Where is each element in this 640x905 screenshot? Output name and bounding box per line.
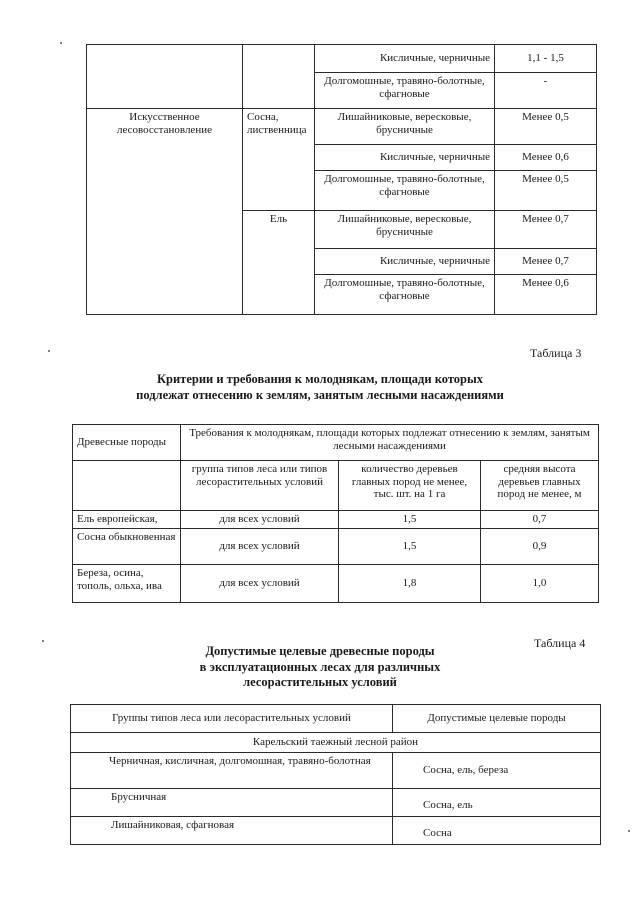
- table-row: [73, 529, 599, 565]
- count-cell: 1,5: [339, 511, 481, 529]
- forest-type-cell: Лишайниковые, вересковые, брусничные: [315, 109, 495, 145]
- species-cell: Сосна, ель, береза: [393, 753, 601, 789]
- value-cell: -: [495, 73, 597, 109]
- table-row: [87, 45, 597, 73]
- groups-header: Группы типов леса или лесорастительных условий: [71, 705, 393, 733]
- table3-title: [60, 372, 580, 403]
- empty-cell: [73, 461, 181, 511]
- scan-speck: [48, 350, 50, 352]
- table4-title-line: в эксплуатационных лесах для различных: [199, 659, 441, 674]
- group-header: группа типов леса или типов лесорастительных условий: [181, 461, 339, 511]
- table-row: [73, 565, 599, 603]
- table-row: [73, 511, 599, 529]
- forest-type-cell: Кисличные, черничные: [315, 249, 495, 275]
- table4-caption: Таблица 4: [534, 636, 586, 650]
- forest-type-cell: Кисличные, черничные: [315, 145, 495, 171]
- table-row: [71, 705, 601, 733]
- count-cell: 1,8: [339, 565, 481, 603]
- value-cell: Менее 0,5: [495, 171, 597, 211]
- method-cell: Искусственное лесовосстановление: [87, 109, 243, 315]
- group-cell: Брусничная: [71, 789, 393, 817]
- species-cell: Ель европейская,: [73, 511, 181, 529]
- value-cell: Менее 0,5: [495, 109, 597, 145]
- table-row: [71, 733, 601, 753]
- value-cell: 1,1 - 1,5: [495, 45, 597, 73]
- table4-title-line: Допустимые целевые древесные породы: [205, 644, 435, 658]
- table-row: [73, 461, 599, 511]
- empty-cell: [87, 45, 243, 109]
- species-header: Древесные породы: [73, 425, 181, 461]
- forest-type-cell: Долгомошные, травяно-болотные, сфагновые: [315, 73, 495, 109]
- table-row: [71, 753, 601, 789]
- species-cell: Береза, осина, тополь, ольха, ива: [73, 565, 181, 603]
- group-cell: для всех условий: [181, 529, 339, 565]
- forest-type-cell: Кисличные, черничные: [315, 45, 495, 73]
- table4-title-line: лесорастительных условий: [243, 675, 397, 690]
- requirements-header: Требования к молоднякам, площади которых подлежат отнесению к землям, занятым лесными насаждениями: [181, 425, 599, 461]
- forest-type-cell: Долгомошные, травяно-болотные, сфагновые: [315, 171, 495, 211]
- height-cell: 0,9: [481, 529, 599, 565]
- species-cell: Сосна обыкновенная: [73, 529, 181, 565]
- species-header: Допустимые целевые породы: [393, 705, 601, 733]
- group-cell: Черничная, кисличная, долгомошная, травяно-болотная: [71, 753, 393, 789]
- table-row: [71, 817, 601, 845]
- species-cell: Сосна, ель: [393, 789, 601, 817]
- scan-speck: [42, 640, 44, 642]
- group-cell: для всех условий: [181, 565, 339, 603]
- region-row: Карельский таежный лесной район: [71, 733, 601, 753]
- table3-title-line: Критерии и требования к молоднякам, площади которых: [156, 372, 484, 386]
- table-row: [71, 789, 601, 817]
- table4-title: [90, 644, 550, 691]
- forest-type-cell: Долгомошные, травяно-болотные, сфагновые: [315, 275, 495, 315]
- height-cell: 1,0: [481, 565, 599, 603]
- value-cell: Менее 0,7: [495, 249, 597, 275]
- table3: [72, 424, 599, 603]
- value-cell: Менее 0,7: [495, 211, 597, 249]
- group-cell: Лишайниковая, сфагновая: [71, 817, 393, 845]
- table-row: [73, 425, 599, 461]
- value-cell: Менее 0,6: [495, 275, 597, 315]
- table4: [70, 704, 601, 845]
- scan-speck: [628, 830, 630, 832]
- scan-speck: [60, 42, 62, 44]
- height-cell: 0,7: [481, 511, 599, 529]
- value-cell: Менее 0,6: [495, 145, 597, 171]
- table3-title-line: подлежат отнесению к землям, занятым лесными насаждениями: [136, 387, 504, 402]
- count-header: количество деревьев главных пород не менее, тыс. шт. на 1 га: [339, 461, 481, 511]
- pine-larch-cell: Сосна, лиственница: [243, 109, 315, 211]
- height-header: средняя высота деревьев главных пород не менее, м: [481, 461, 599, 511]
- table3-caption: Таблица 3: [530, 346, 582, 360]
- table2-continuation: [86, 44, 597, 315]
- table-row: [87, 109, 597, 145]
- empty-cell: [243, 45, 315, 109]
- spruce-cell: Ель: [243, 211, 315, 315]
- species-cell: Сосна: [393, 817, 601, 845]
- count-cell: 1,5: [339, 529, 481, 565]
- forest-type-cell: Лишайниковые, вересковые, брусничные: [315, 211, 495, 249]
- group-cell: для всех условий: [181, 511, 339, 529]
